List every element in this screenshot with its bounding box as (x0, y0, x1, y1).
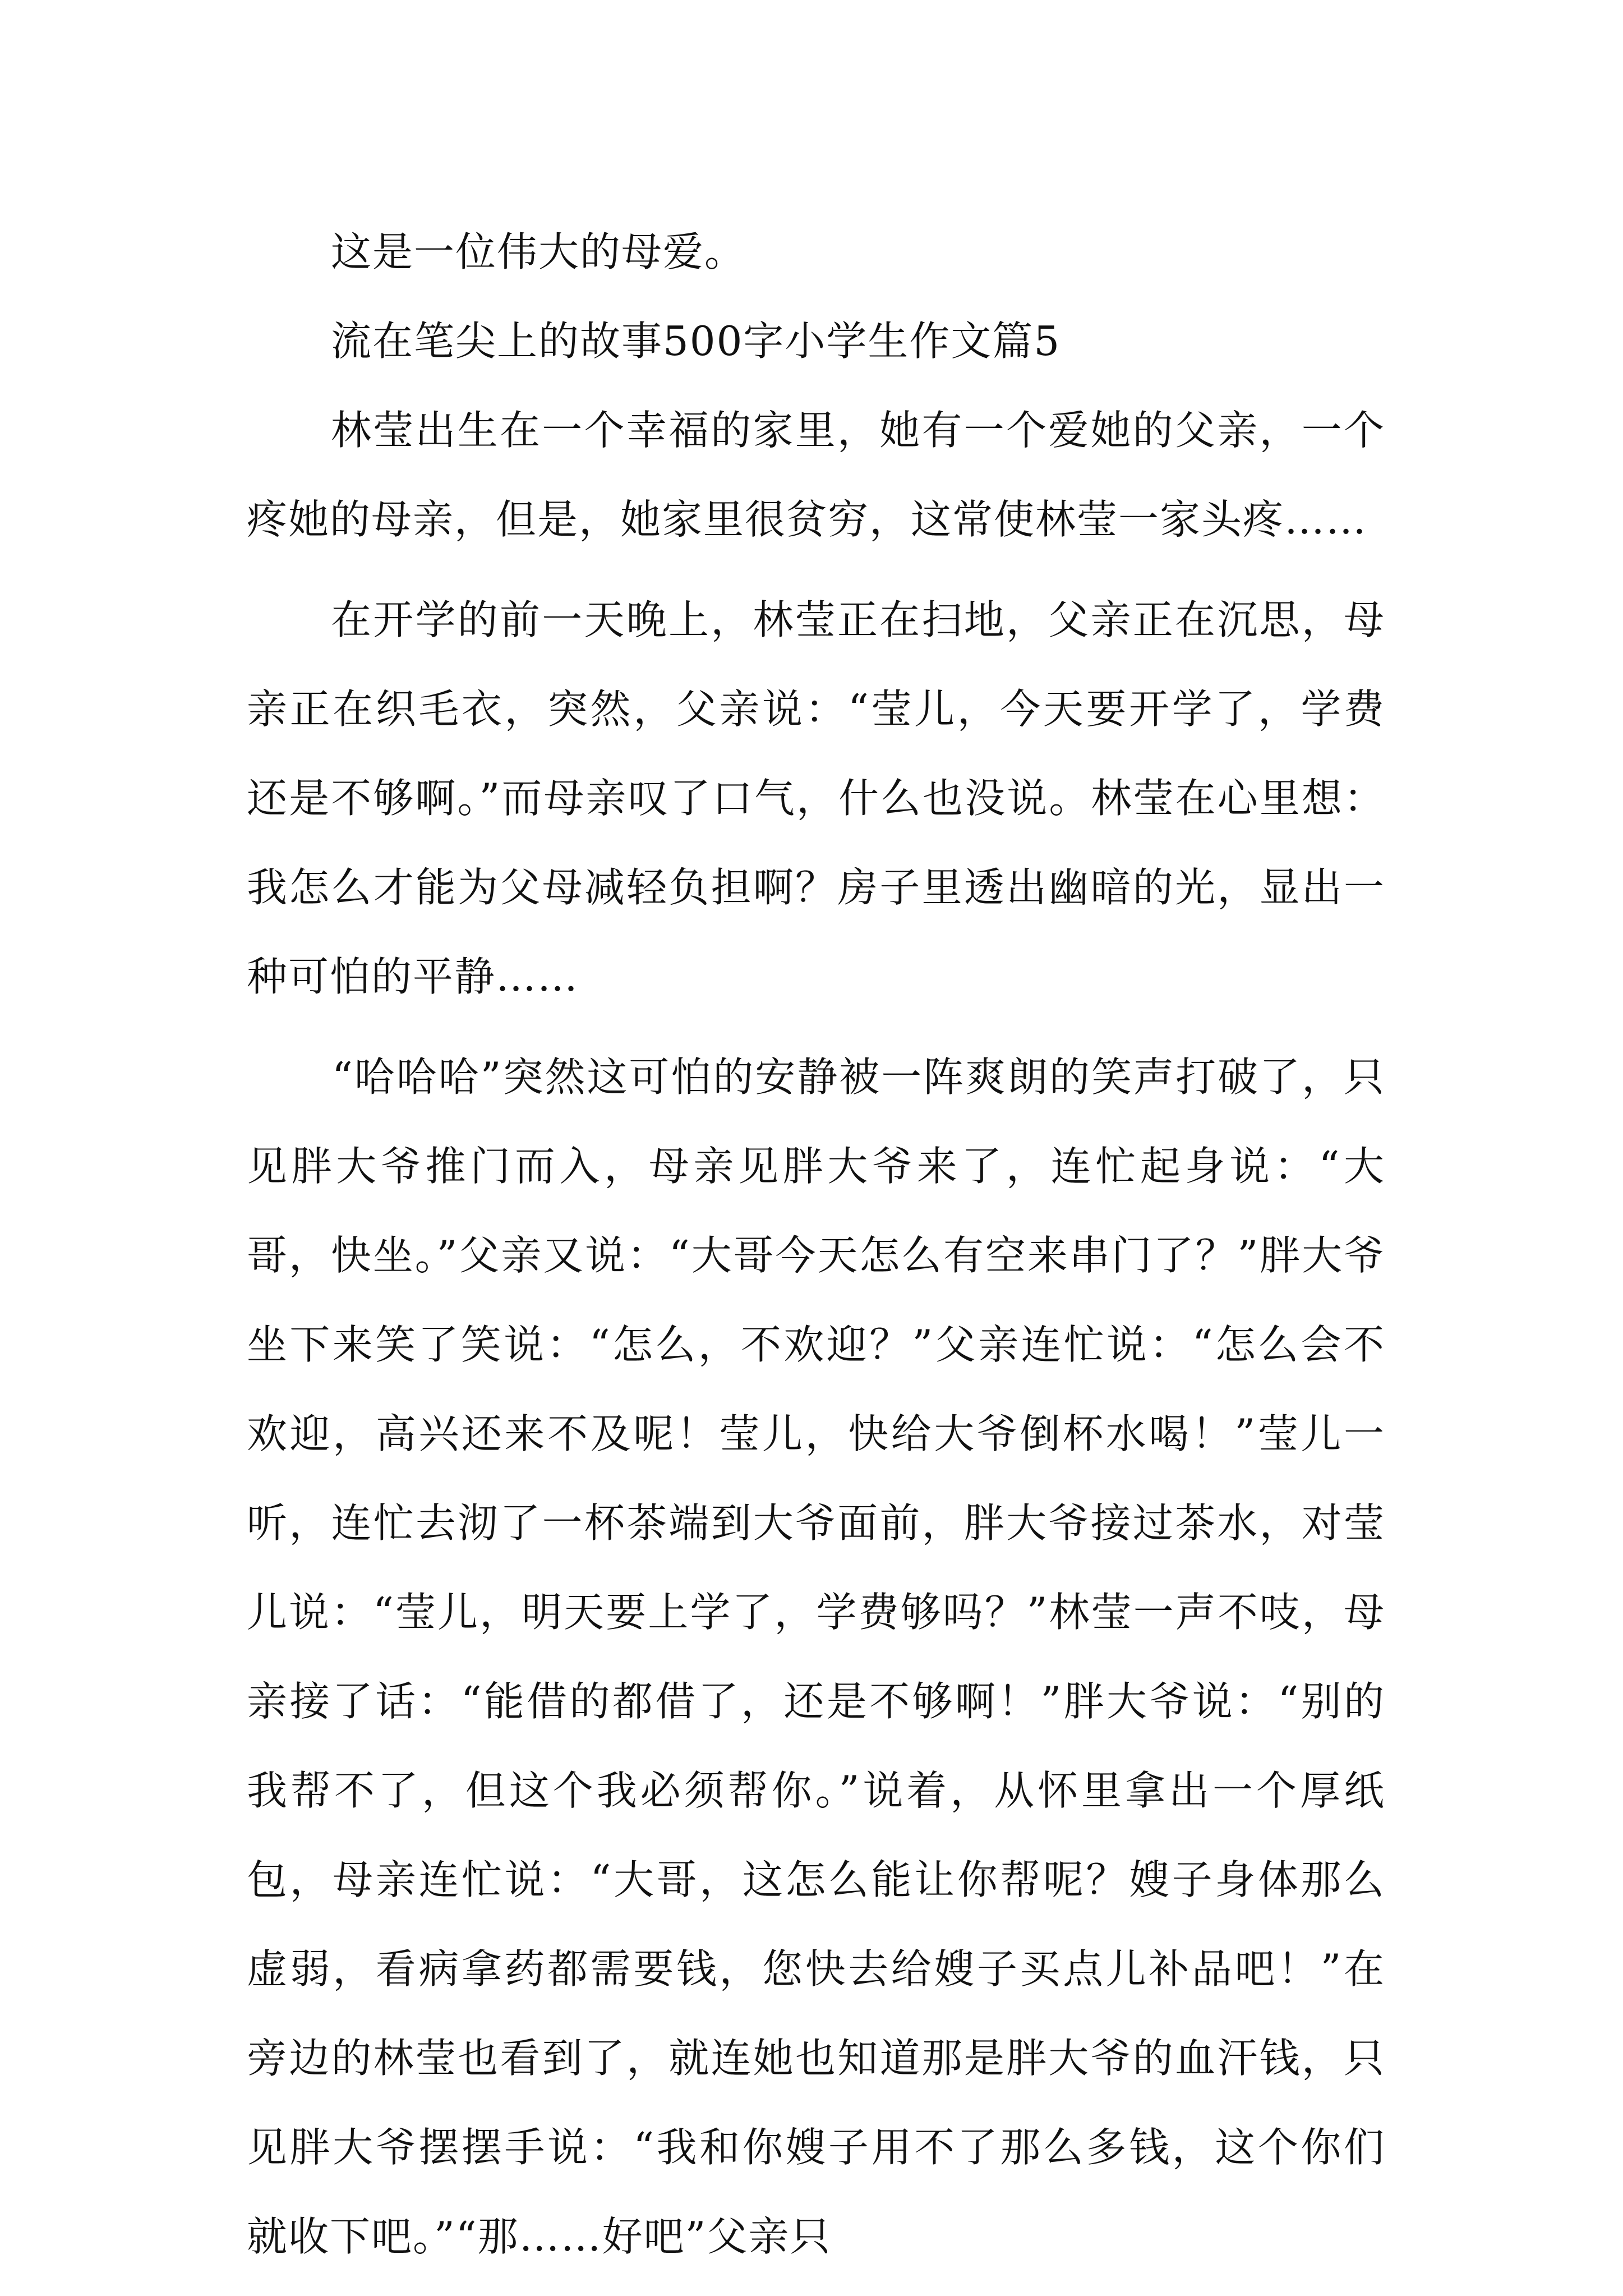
article-body (247, 208, 1385, 2281)
paragraph-visitor: “哈哈哈”突然这可怕的安静被一阵爽朗的笑声打破了，只见胖大爷推门而入，母亲见胖大爷来了，连忙起身说：“大哥，快坐。”父亲又说：“大哥今天怎么有空来串门了？”胖大爷坐下来笑了笑说：“怎么，不欢迎？”父亲连忙说：“怎么会不欢迎，高兴还来不及呢！莹儿，快给大爷倒杯水喝！”莹儿一听，连忙去沏了一杯茶端到大爷面前，胖大爷接过茶水，对莹儿说：“莹儿，明天要上学了，学费够吗？”林莹一声不吱，母亲接了话：“能借的都借了，还是不够啊！”胖大爷说：“别的我帮不了，但这个我必须帮你。”说着，从怀里拿出一个厚纸包，母亲连忙说：“大哥，这怎么能让你帮呢？嫂子身体那么虚弱，看病拿药都需要钱，您快去给嫂子买点儿补品吧！”在旁边的林莹也看到了，就连她也知道那是胖大爷的血汗钱，只见胖大爷摆摆手说：“我和你嫂子用不了那么多钱，这个你们就收下吧。”“那……好吧”父亲只 (247, 1053, 1385, 2260)
section-heading: 流在笔尖上的故事500字小学生作文篇5 (331, 318, 1061, 365)
paragraph-intro: 林莹出生在一个幸福的家里，她有一个爱她的父亲，一个疼她的母亲，但是，她家里很贫穷，这常使林莹一家头疼…… (247, 407, 1385, 543)
paragraph-evening: 在开学的前一天晚上，林莹正在扫地，父亲正在沉思，母亲正在织毛衣，突然，父亲说：“莹儿，今天要开学了，学费还是不够啊。”而母亲叹了口气，什么也没说。林莹在心里想：我怎么才能为父母减轻负担啊？房子里透出幽暗的光，显出一种可怕的平静…… (247, 596, 1385, 1000)
paragraph-closing-line: 这是一位伟大的母爱。 (331, 228, 746, 275)
